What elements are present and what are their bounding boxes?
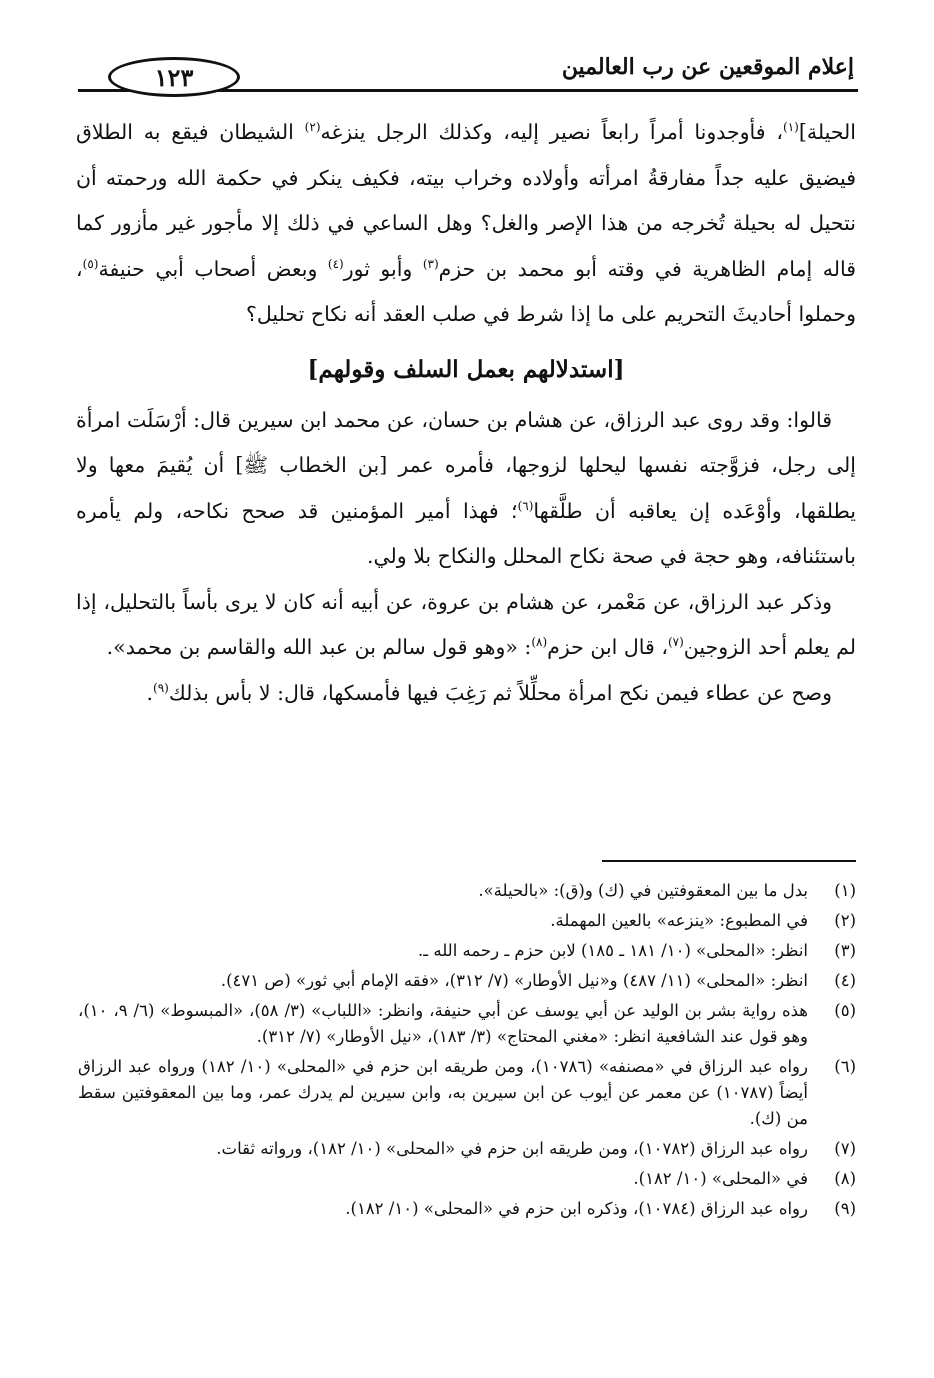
- footnote-ref-9[interactable]: (٩): [153, 680, 169, 695]
- footnote-text: رواه عبد الرزاق في «مصنفه» (١٠٧٨٦)، ومن طريقه ابن حزم في «المحلى» (١٠/ ١٨٢) ورواه عبد الرزاق أيضاً (١٠٧٨٧) عن معمر عن أيوب عن ابن سيرين به، وابن سيرين لم يدرك عمر، وما بين المعقوفتين سقط من (ك).: [78, 1057, 808, 1128]
- book-title: إعلام الموقعين عن رب العالمين: [561, 54, 854, 80]
- footnote-ref-2[interactable]: (٢): [304, 120, 321, 135]
- footnote-ref-3[interactable]: (٣): [422, 256, 439, 271]
- text-span: وبعض أصحاب أبي حنيفة: [98, 256, 328, 281]
- footnote-text: انظر: «المحلى» (١١/ ٤٨٧) و«نيل الأوطار» (٧/ ٣١٢)، «فقه الإمام أبي ثور» (ص ٤٧١).: [220, 971, 808, 990]
- footnote-number: (٦): [834, 1057, 856, 1076]
- footnote-number: (٩): [834, 1199, 856, 1218]
- paragraph-4: [76, 671, 856, 717]
- footnote-text: في المطبوع: «ينزعه» بالعين المهملة.: [550, 911, 808, 930]
- text-span: قالوا: وقد روى عبد الرزاق، عن هشام بن حسان، عن محمد ابن سيرين قال: أرْسَلَت امرأة إلى رجل، فزوَّجته نفسها ليحلها لزوجها، فأمره عمر [بن الخطاب ﷺ] أن يُقيمَ معها ولا يطلقها، وأوْعَده إن يعاقبه أن طلَّقها: [76, 407, 857, 523]
- running-header: [78, 40, 858, 110]
- paragraph-2: [76, 398, 856, 580]
- footnote-number: (٢): [834, 911, 856, 930]
- footnote-ref-5[interactable]: (٥): [82, 256, 99, 271]
- text-span: ، وحملوا أحاديثَ التحريم على ما إذا شرط في صلب العقد أنه نكاح تحليل؟: [76, 256, 856, 326]
- paragraph-3: [76, 580, 856, 671]
- footnote-item: [78, 908, 856, 934]
- section-heading: [استدلالهم بعمل السلف وقولهم]: [307, 355, 625, 383]
- footnote-item: [78, 968, 856, 994]
- footnote-text: هذه رواية بشر بن الوليد عن أبي يوسف عن أبي حنيفة، وانظر: «اللباب» (٣/ ٥٨)، «المبسوط» (٦/ ٩، ١٠)، وهو قول عند الشافعية انظر: «مغني المحتاج» (٣/ ١٨٣)، «نيل الأوطار» (٧/ ٣١٢).: [78, 1001, 808, 1046]
- footnote-number: (١): [834, 881, 856, 900]
- text-span: وصح عن عطاء فيمن نكح امرأة محلِّلاً ثم رَغِبَ فيها فأمسكها، قال: لا بأس بذلك: [168, 680, 832, 705]
- text-span: ، قال ابن حزم: [547, 635, 668, 659]
- footnote-item: [78, 1136, 856, 1162]
- footnote-text: رواه عبد الرزاق (١٠٧٨٢)، ومن طريقه ابن حزم في «المحلى» (١٠/ ١٨٢)، ورواته ثقات.: [216, 1139, 808, 1158]
- footnote-text: رواه عبد الرزاق (١٠٧٨٤)، وذكره ابن حزم في «المحلى» (١٠/ ١٨٢).: [345, 1199, 808, 1218]
- footnote-text: بدل ما بين المعقوفتين في (ك) و(ق): «بالحيلة».: [478, 881, 808, 900]
- footnotes: [78, 878, 856, 1226]
- footnote-ref-8[interactable]: (٨): [531, 635, 548, 650]
- footnote-item: [78, 998, 856, 1050]
- footnote-text: في «المحلى» (١٠/ ١٨٢).: [633, 1169, 808, 1188]
- footnote-separator: [602, 860, 856, 862]
- text-span: ، فأوجدونا أمراً رابعاً نصير إليه، وكذلك الرجل ينزغه: [320, 120, 784, 144]
- page-number: ١٢٣: [108, 57, 240, 97]
- text-span: وأبو ثور: [343, 256, 423, 281]
- text-span: : «وهو قول سالم بن عبد الله والقاسم بن محمد».: [106, 635, 532, 659]
- footnote-number: (٣): [834, 941, 856, 960]
- main-text: [76, 110, 856, 716]
- footnote-number: (٤): [834, 971, 856, 990]
- text-span: الحيلة]: [798, 120, 856, 144]
- footnote-ref-7[interactable]: (٧): [667, 635, 684, 650]
- footnote-item: [78, 878, 856, 904]
- text-span: وذكر عبد الرزاق، عن مَعْمر، عن هشام بن عروة، عن أبيه أنه كان لا يرى بأساً بالتحليل، إذا لم يعلم أحد الزوجين: [76, 589, 856, 659]
- footnote-ref-1[interactable]: (١): [783, 120, 799, 135]
- footnote-ref-4[interactable]: (٤): [327, 256, 344, 271]
- footnote-text: انظر: «المحلى» (١٠/ ١٨١ ـ ١٨٥) لابن حزم ـ رحمه الله ـ.: [418, 941, 808, 960]
- text-span: الشيطان فيقع به الطلاق فيضيق عليه جداً مفارقةُ امرأته وأولاده وخراب بيته، فكيف ينكر في حكمة الله ورحمته أن نتحيل له بحيلة تُخرجه من هذا الإصر والغل؟ وهل الساعي في ذلك إلا مأجور غير مأزور كما قاله إمام الظاهرية في وقته أبو محمد بن حزم: [76, 120, 856, 281]
- footnote-number: (٧): [834, 1139, 856, 1158]
- text-span: ؛ فهذا أمير المؤمنين قد صحح نكاحه، ولم يأمره باستئنافه، وهو حجة في صحة نكاح المحلل والنكاح بلا ولي.: [76, 498, 856, 568]
- footnote-ref-6[interactable]: (٦): [517, 498, 534, 513]
- footnote-item: [78, 1166, 856, 1192]
- text-span: .: [146, 680, 154, 705]
- footnote-item: [78, 1054, 856, 1132]
- footnote-number: (٥): [834, 1001, 856, 1020]
- footnote-number: (٨): [834, 1169, 856, 1188]
- footnote-item: [78, 938, 856, 964]
- paragraph-1: [76, 110, 856, 338]
- footnote-item: [78, 1196, 856, 1222]
